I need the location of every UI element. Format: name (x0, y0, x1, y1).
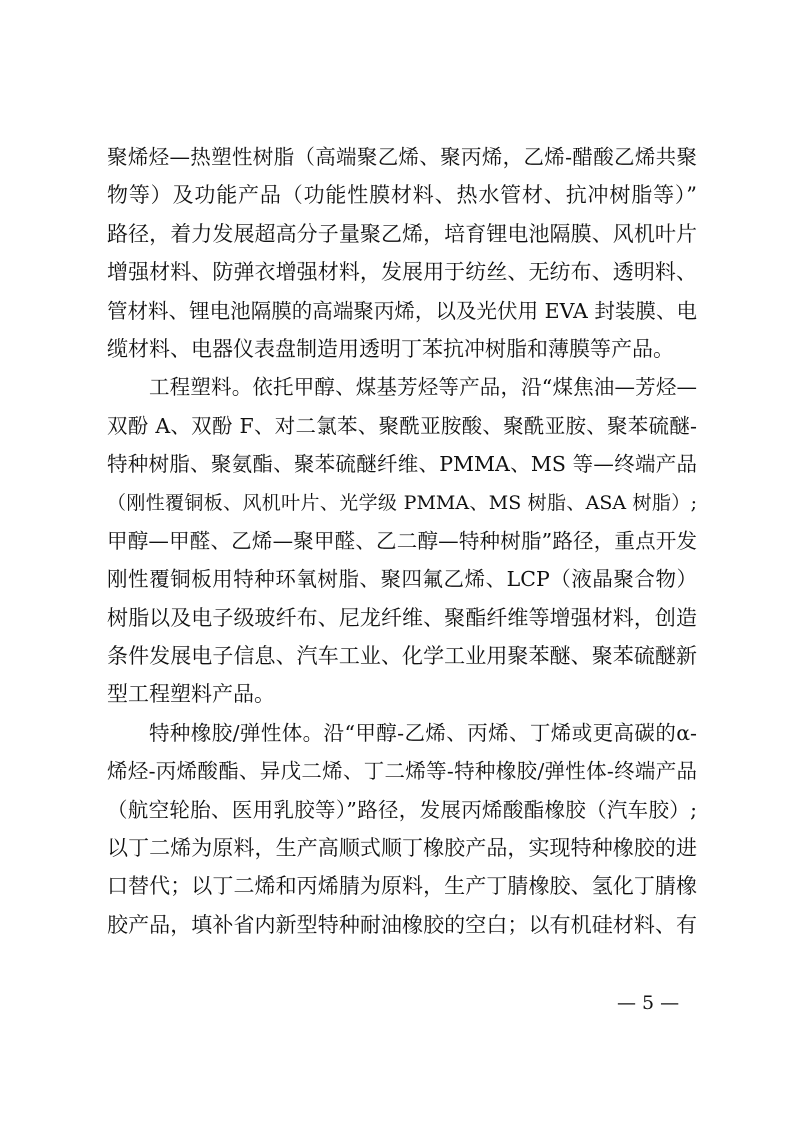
text-line: 路径，着力发展超高分子量聚乙烯，培育锂电池隔膜、风机叶片 (107, 221, 697, 246)
text-line: 工程塑料。依托甲醇、煤基芳烃等产品，沿“煤焦油—芳烃— (149, 375, 697, 400)
text-line: 口替代；以丁二烯和丙烯腈为原料，生产丁腈橡胶、氢化丁腈橡 (107, 874, 697, 899)
text-line: 以丁二烯为原料，生产高顺式顺丁橡胶产品，实现特种橡胶的进 (107, 836, 697, 861)
body-text (107, 138, 697, 944)
text-line: （航空轮胎、医用乳胶等）”路径，发展丙烯酸酯橡胶（汽车胶）; (107, 797, 697, 822)
text-line: 管材料、锂电池隔膜的高端聚丙烯，以及光伏用 EVA 封装膜、电 (107, 298, 697, 323)
text-line: 双酚 A、双酚 F、对二氯苯、聚酰亚胺酸、聚酰亚胺、聚苯硫醚- (107, 413, 697, 438)
text-line: 特种树脂、聚氨酯、聚苯硫醚纤维、PMMA、MS 等—终端产品 (107, 452, 697, 477)
text-line: 甲醇—甲醛、乙烯—聚甲醛、乙二醇—特种树脂”路径，重点开发 (107, 528, 697, 553)
text-line: 条件发展电子信息、汽车工业、化学工业用聚苯醚、聚苯硫醚新 (107, 644, 697, 669)
text-line: 胶产品，填补省内新型特种耐油橡胶的空白；以有机硅材料、有 (107, 912, 697, 937)
text-line: 刚性覆铜板用特种环氧树脂、聚四氟乙烯、LCP（液晶聚合物） (107, 567, 697, 592)
text-line: 缆材料、电器仪表盘制造用透明丁苯抗冲树脂和薄膜等产品。 (107, 336, 674, 361)
text-line: 型工程塑料产品。 (107, 682, 275, 707)
text-line: 物等）及功能产品（功能性膜材料、热水管材、抗冲树脂等）” (107, 183, 697, 208)
text-line: 树脂以及电子级玻纤布、尼龙纤维、聚酯纤维等增强材料，创造 (107, 605, 697, 630)
text-line: 特种橡胶/弹性体。沿“甲醇-乙烯、丙烯、丁烯或更高碳的α- (149, 720, 697, 745)
text-line: 增强材料、防弹衣增强材料，发展用于纺丝、无纺布、透明料、 (107, 260, 697, 285)
page-number: — 5 — (617, 992, 680, 1014)
text-line: 聚烯烃—热塑性树脂（高端聚乙烯、聚丙烯，乙烯-醋酸乙烯共聚 (107, 145, 697, 169)
text-line: 烯烃-丙烯酸酯、异戊二烯、丁二烯等-特种橡胶/弹性体-终端产品 (107, 759, 697, 784)
text-line: （刚性覆铜板、风机叶片、光学级 PMMA、MS 树脂、ASA 树脂）; (107, 491, 697, 514)
